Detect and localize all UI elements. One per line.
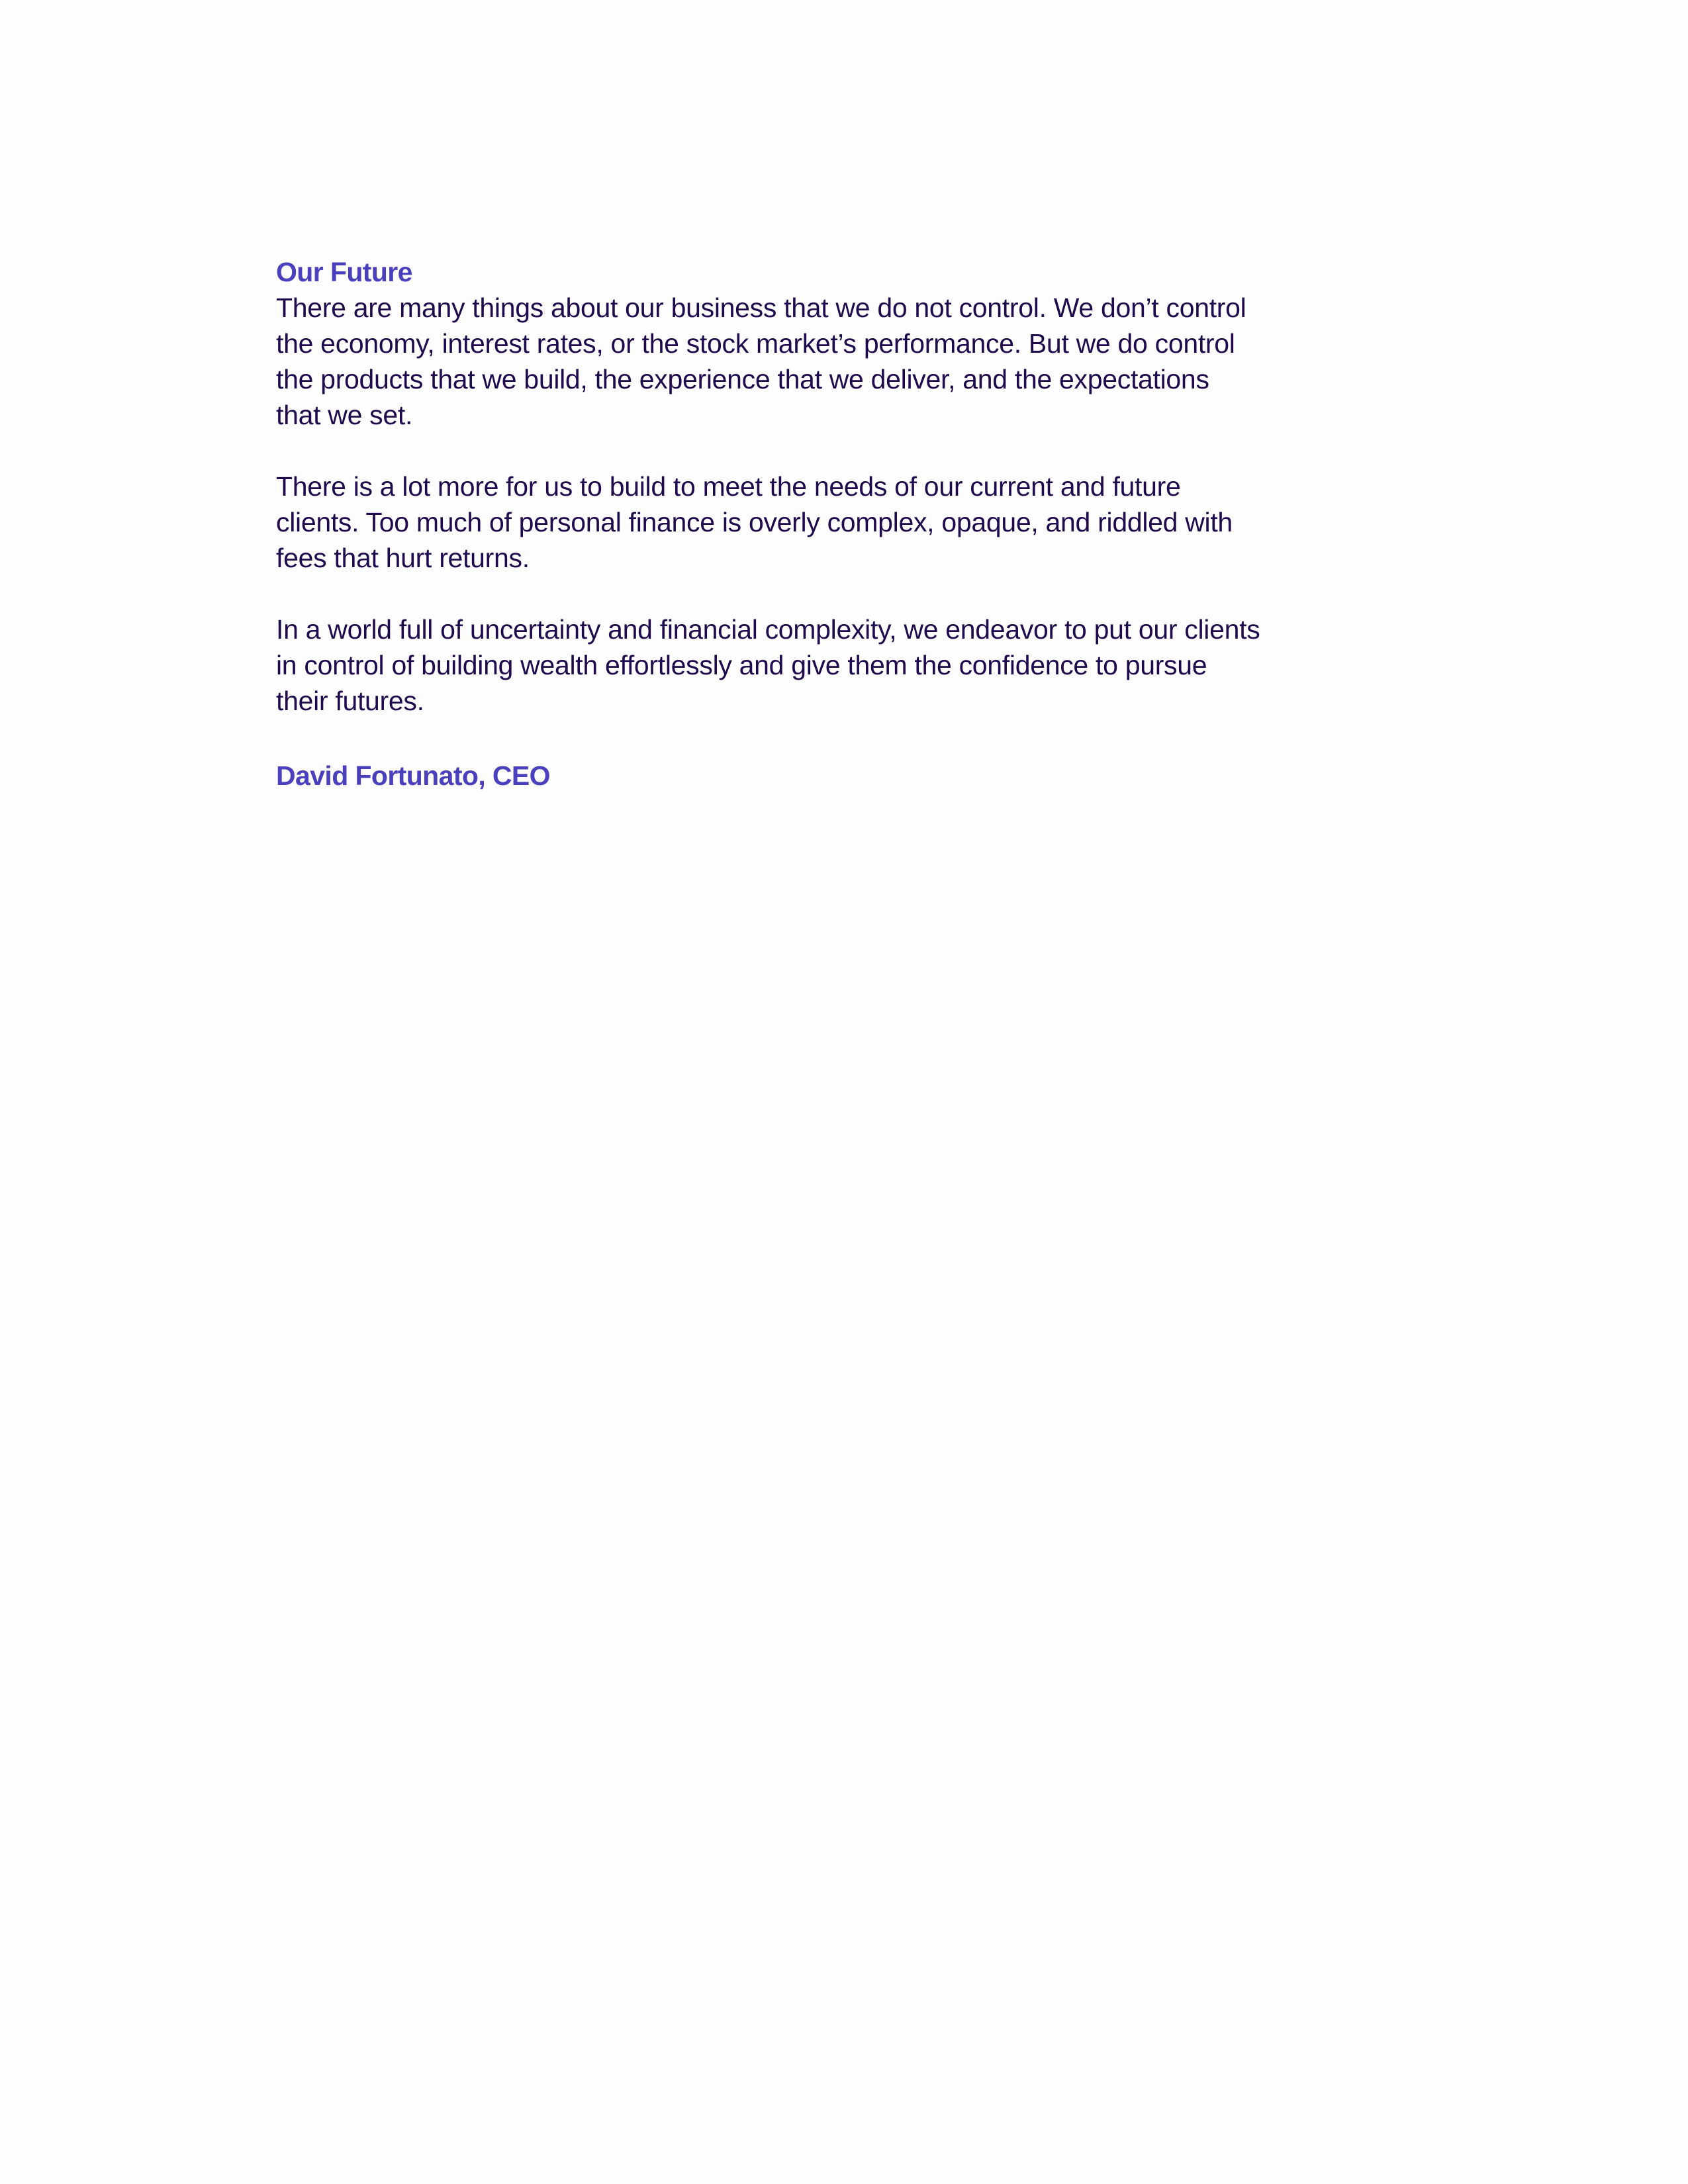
paragraph-3 [276,612,1362,719]
paragraph-spacer [276,719,1362,754]
paragraph-1 [276,290,1362,433]
section-title: Our Future [276,257,412,287]
letter-body [276,254,1362,794]
paragraph-line: in control of building wealth effortlessly and give them the confidence to pursue [276,650,1207,680]
signature: David Fortunato, CEO [276,760,550,791]
paragraph-line: There are many things about our business that we do not control. We don’t control [276,293,1246,323]
paragraph-line: In a world full of uncertainty and financial complexity, we endeavor to put our clients [276,614,1260,645]
paragraph-spacer [276,576,1362,612]
paragraph-line: clients. Too much of personal finance is overly complex, opaque, and riddled with [276,507,1233,537]
paragraph-line: that we set. [276,400,413,430]
paragraph-line: There is a lot more for us to build to meet the needs of our current and future [276,471,1181,502]
paragraph-line: fees that hurt returns. [276,543,530,573]
paragraph-spacer [276,433,1362,469]
paragraph-line: their futures. [276,686,424,716]
paragraph-2 [276,469,1362,576]
paragraph-line: the economy, interest rates, or the stock market’s performance. But we do control [276,328,1235,359]
paragraph-line: the products that we build, the experience that we deliver, and the expectations [276,364,1209,394]
